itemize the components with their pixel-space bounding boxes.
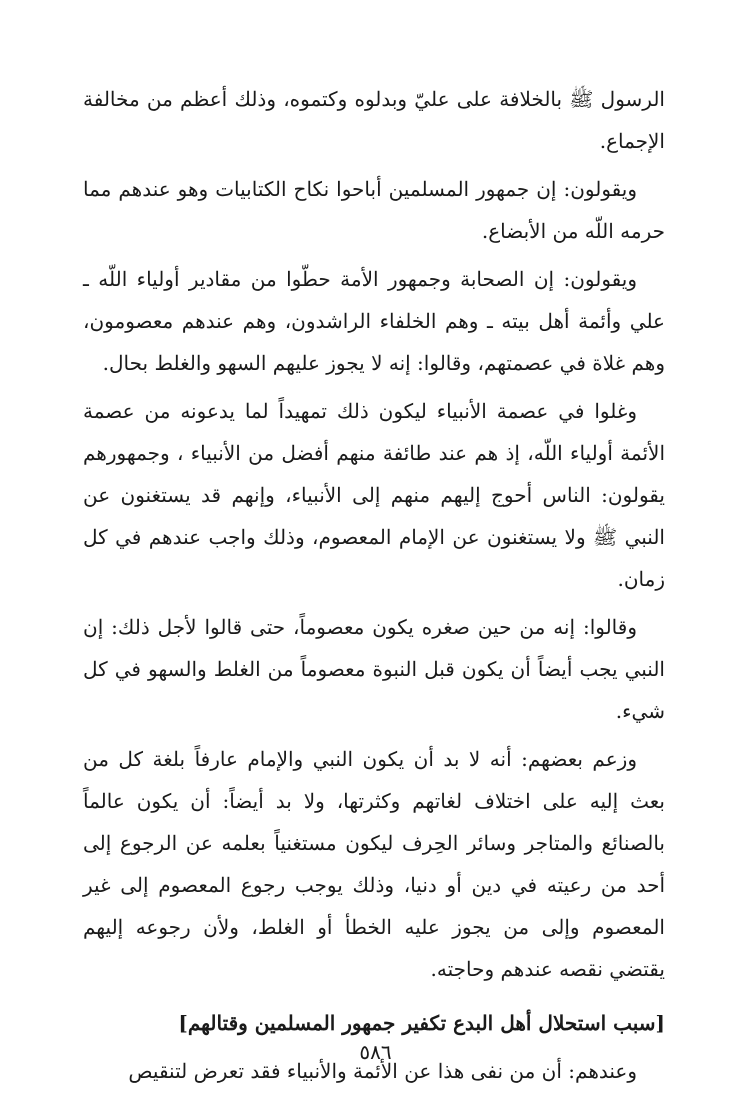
page-number: ٥٨٦ <box>359 1040 392 1064</box>
paragraph-closing: وعندهم: أن من نفى هذا عن الأئمة والأنبياء فقد تعرض لتنقيص <box>128 1059 637 1083</box>
paragraph-sahaba: ويقولون: إن الصحابة وجمهور الأمة حطّوا من مقادير أولياء اللّه ـ علي وأئمة أهل بيته ـ وهم الخلفاء الراشدون، وهم عندهم معصومون، وهم غلاة في عصمتهم، وقالوا: إنه لا يجوز عليهم السهو والغلط بحال. <box>83 267 665 375</box>
paragraph-anbiya-isma: وغلوا في عصمة الأنبياء ليكون ذلك تمهيداً لما يدعونه من عصمة الأئمة أولياء اللّه، إذ هم عند طائفة منهم أفضل من الأنبياء ، وجمهورهم يقولون: الناس أحوج إليهم منهم إلى الأنبياء، وإنهم قد يستغنون عن النبي ﷺ ولا يستغنون عن الإمام المعصوم، وذلك واجب عندهم في كل زمان. <box>83 399 665 591</box>
paragraph-kitabiyat: ويقولون: إن جمهور المسلمين أباحوا نكاح الكتابيات وهو عندهم مما حرمه اللّه من الأبضاع. <box>83 177 665 243</box>
body-text <box>83 78 665 1098</box>
paragraph-childhood-isma: وقالوا: إنه من حين صغره يكون معصوماً، حتى قالوا لأجل ذلك: إن النبي يجب أيضاً أن يكون قبل النبوة معصوماً من الغلط والسهو في كل شيء. <box>83 615 665 723</box>
section-heading: [سبب استحلال أهل البدع تكفير جمهور المسلمين وقتالهم] <box>178 1011 665 1035</box>
paragraph-continuation: الرسول ﷺ بالخلافة على عليّ وبدلوه وكتموه، وذلك أعظم من مخالفة الإجماع. <box>83 87 665 153</box>
paragraph-languages: وزعم بعضهم: أنه لا بد أن يكون النبي والإمام عارفاً بلغة كل من بعث إليه على اختلاف لغاتهم وكثرتها، ولا بد أيضاً: أن يكون عالماً بالصنائع والمتاجر وسائر الحِرف ليكون مستغنياً بعلمه عن الرجوع إلى أحد من رعيته في دين أو دنيا، وذلك يوجب رجوع المعصوم إلى غير المعصوم وإلى من يجوز عليه الخطأ أو الغلط، ولأن رجوعه إليهم يقتضي نقصه عندهم وحاجته. <box>83 747 665 981</box>
